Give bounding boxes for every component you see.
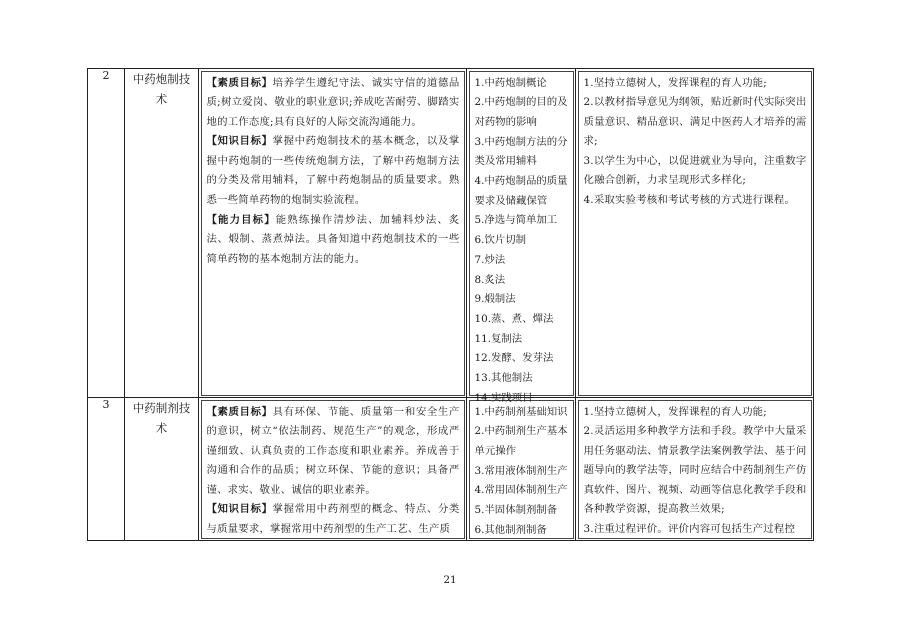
course-name-cell	[125, 398, 199, 541]
objectives-cell	[199, 398, 467, 541]
requirement-item: 3.以学生为中心，以促进就业为导向，注重数字化融合创新，力求呈现形式多样化;	[583, 154, 807, 187]
content-item: 2.中药制剂生产基本单元操作	[474, 425, 568, 457]
content-item: 12.发酵、发芽法	[474, 352, 554, 365]
objective-label: 【素质目标】	[206, 76, 273, 89]
requirement-item: 1.坚持立德树人，发挥课程的育人功能;	[583, 405, 767, 418]
content-item: 6.饮片切制	[474, 234, 526, 247]
objective-text: 具有环保、节能、质量第一和安全生产的意识，树立“依法制药、规范生产”的观念，形成严谨细致、认真负责的工作态度和职业素养。养成善于沟通和合作的品质；树立环保、节能的意识；具备严谨、求实、敬业、诚信的职业素养。	[206, 405, 460, 496]
content-item: 10.蒸、煮、燀法	[474, 312, 554, 325]
course-name-cell	[125, 69, 199, 398]
content-item: 11.复制法	[474, 332, 523, 345]
content-item: 8.炙法	[474, 273, 506, 286]
content-item: 14.实践项目	[474, 391, 533, 404]
knowledge-objective	[207, 500, 460, 539]
table-row	[88, 398, 814, 541]
content-item: 4.中药炮制品的质量要求及储藏保管	[474, 175, 568, 207]
objective-label: 【知识目标】	[206, 135, 273, 148]
requirements-cell	[576, 69, 814, 398]
row-number-cell	[88, 398, 125, 541]
row-number: 3	[102, 398, 110, 411]
requirement-item: 1.坚持立德树人，发挥课程的育人功能;	[583, 76, 767, 89]
content-item: 9.煅制法	[474, 293, 516, 306]
quality-objective	[207, 403, 460, 501]
objective-text: 掌握常用中药剂型的概念、特点、分类与质量要求，掌握常用中药剂型的生产工艺、生产质	[206, 503, 460, 536]
content-item: 1.中药炮制概论	[474, 76, 547, 89]
objective-text: 能熟练操作清炒法、加辅料炒法、炙法、煅制、蒸煮焯法。具备知道中药炮制技术的一些简单药物的基本炮制方法的能力。	[206, 213, 460, 265]
contents-cell	[467, 69, 576, 404]
knowledge-objective	[207, 132, 460, 210]
requirements-cell	[576, 398, 814, 541]
requirement-item: 4.采取实验考核和考试考核的方式进行课程。	[583, 194, 796, 207]
content-item: 6.其他制剂制备	[474, 523, 547, 536]
page-number: 21	[443, 574, 457, 586]
quality-objective	[207, 74, 460, 133]
ability-objective	[207, 211, 460, 270]
content-item: 7.炒法	[474, 253, 506, 266]
objective-label: 【能力目标】	[206, 213, 276, 226]
objective-text: 掌握中药炮制技术的基本概念，以及掌握中药炮制的一些传统炮制方法，了解中药炮制方法的分类及常用辅料，了解中药炮制品的质量要求。熟悉一些简单药物的炮制实验流程。	[206, 135, 460, 207]
requirement-item: 3.注重过程评价。评价内容可包括生产过程控	[583, 523, 796, 536]
table-row	[88, 69, 814, 398]
objective-text: 培养学生遵纪守法、诚实守信的道德品质;树立爱岗、敬业的职业意识;养成吃苦耐劳、脚踏实地的工作态度;具有良好的人际交流沟通能力。	[206, 76, 460, 128]
requirement-item: 2.以教材指导意见为纲领，贴近新时代实际突出质量意识、精品意识、满足中医药人才培养的需求;	[583, 96, 807, 148]
row-number-cell	[88, 69, 125, 398]
row-number: 2	[102, 69, 110, 82]
contents-cell	[467, 398, 576, 541]
objective-label: 【知识目标】	[206, 503, 273, 516]
course-name: 中药炮制技术	[132, 72, 191, 106]
content-item: 5.净选与简单加工	[474, 214, 558, 227]
content-item: 5.半固体制剂制备	[474, 504, 558, 517]
content-item: 2.中药炮制的目的及对药物的影响	[474, 96, 568, 128]
objective-label: 【素质目标】	[206, 405, 273, 418]
content-item: 3.常用液体制剂生产	[474, 464, 568, 477]
content-item: 1.中药制剂基础知识	[474, 405, 568, 418]
content-item: 3.中药炮制方法的分类及常用辅料	[474, 135, 568, 168]
objectives-cell	[199, 69, 467, 398]
course-name: 中药制剂技术	[132, 401, 191, 435]
content-item: 4.常用固体制剂生产	[474, 484, 568, 497]
requirement-item: 2.灵活运用多种教学方法和手段。教学中大量采用任务驱动法、情景教学法案例教学法、基于问题导向的教学法等，同时应结合中药制剂生产仿真软件、图片、视频、动画等信息化教学手段和各种教学资源，提高教兰效果;	[583, 425, 807, 516]
content-item: 13.其他制法	[474, 372, 533, 385]
curriculum-table	[87, 68, 814, 541]
